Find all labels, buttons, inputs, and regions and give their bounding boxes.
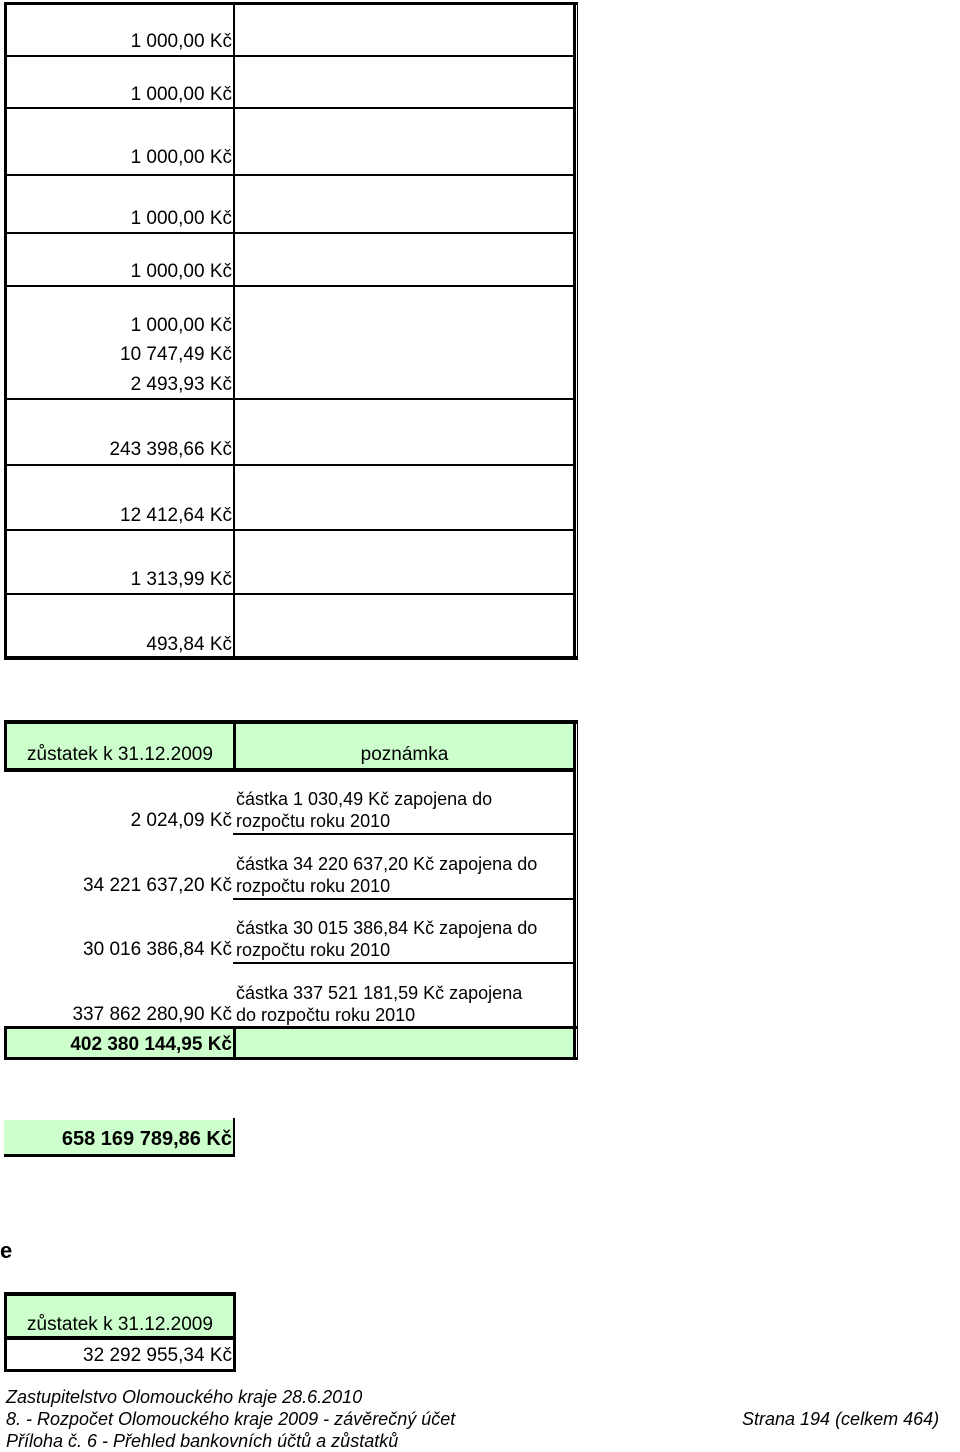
note-line: rozpočtu roku 2010 <box>236 940 391 960</box>
amount-cell: 32 292 955,34 Kč <box>83 1345 232 1366</box>
amount-cell: 1 000,00 Kč <box>130 84 232 105</box>
amount-cell: 1 000,00 Kč <box>130 147 232 168</box>
amount-cell: 12 412,64 Kč <box>120 505 232 526</box>
amount-cell: 493,84 Kč <box>146 634 232 655</box>
footer-line: 8. - Rozpočet Olomouckého kraje 2009 - závěrečný účet <box>6 1409 456 1429</box>
amount-cell: 2 024,09 Kč <box>130 810 232 831</box>
grand-total-amount: 658 169 789,86 Kč <box>61 1128 232 1150</box>
page-number: Strana 194 (celkem 464) <box>742 1409 940 1429</box>
note-line: do rozpočtu roku 2010 <box>236 1005 416 1025</box>
amount-cell: 30 016 386,84 Kč <box>83 939 232 960</box>
header-balance: zůstatek k 31.12.2009 <box>27 744 213 765</box>
amount-cell: 10 747,49 Kč <box>120 344 232 365</box>
note-line: rozpočtu roku 2010 <box>236 876 391 896</box>
note-line: částka 337 521 181,59 Kč zapojena <box>236 983 523 1003</box>
footer-line: Příloha č. 6 - Přehled bankovních účtů a zůstatků <box>6 1431 399 1451</box>
amount-cell: 1 000,00 Kč <box>130 31 232 52</box>
note-line: rozpočtu roku 2010 <box>236 811 391 831</box>
footer-line: Zastupitelstvo Olomouckého kraje 28.6.2010 <box>6 1387 363 1407</box>
cut-heading-fragment: e <box>0 1238 13 1263</box>
amount-cell: 34 221 637,20 Kč <box>83 875 232 896</box>
header-note: poznámka <box>360 744 449 765</box>
note-line: částka 30 015 386,84 Kč zapojena do <box>236 918 538 938</box>
total-amount: 402 380 144,95 Kč <box>70 1034 232 1055</box>
amount-cell: 337 862 280,90 Kč <box>72 1004 232 1025</box>
amount-cell: 1 313,99 Kč <box>130 569 232 590</box>
note-line: částka 1 030,49 Kč zapojena do <box>236 789 493 809</box>
note-line: částka 34 220 637,20 Kč zapojena do <box>236 854 538 874</box>
amount-cell: 1 000,00 Kč <box>130 315 232 336</box>
amount-cell: 243 398,66 Kč <box>109 439 232 460</box>
header-balance: zůstatek k 31.12.2009 <box>27 1314 213 1335</box>
amount-cell: 1 000,00 Kč <box>130 208 232 229</box>
amount-cell: 1 000,00 Kč <box>130 261 232 282</box>
amount-cell: 2 493,93 Kč <box>130 374 232 395</box>
